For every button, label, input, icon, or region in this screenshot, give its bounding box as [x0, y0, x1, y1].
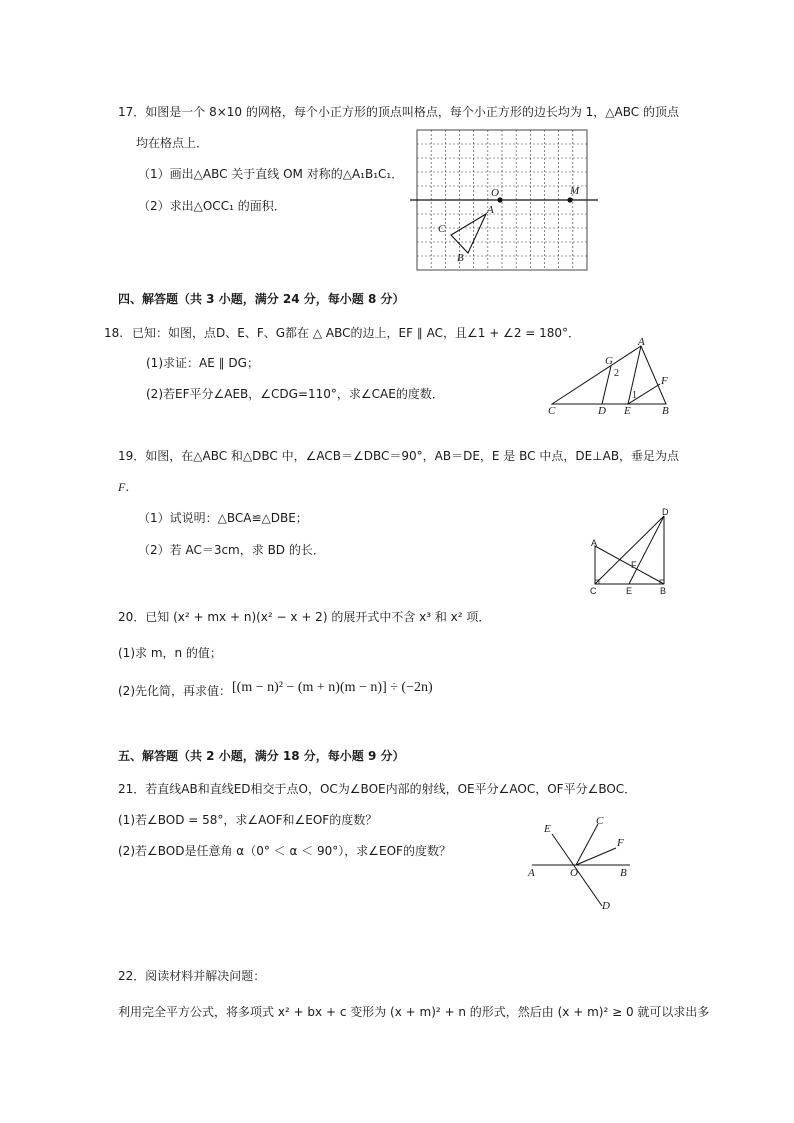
q21-part2: (2)若∠BOD是任意角 α（0° ＜ α ＜ 90°），求∠EOF的度数？	[118, 844, 451, 858]
label-f: F	[617, 837, 624, 849]
q18-line1: 已知：如图，点D、E、F、G都在 △ ABC的边上，EF ∥ AC，且∠1 + ∠2 = 180°．	[132, 326, 581, 340]
q17-line1: 17．如图是一个 8×10 的网格，每个小正方形的顶点叫格点，每个小正方形的边长均为 1，△ABC 的顶点	[118, 105, 679, 119]
q17-grid-figure	[410, 130, 600, 272]
label-a: A	[487, 204, 494, 216]
q19-line1: 19．如图，在△ABC 和△DBC 中，∠ACB＝∠DBC＝90°，AB＝DE，E 是 BC 中点，DE⊥AB，垂足为点	[118, 449, 680, 463]
q21-line1: 21．若直线AB和直线ED相交于点O，OC为∠BOE内部的射线，OE平分∠AOC，OF平分∠BOC．	[118, 782, 637, 796]
q20-part1: (1)求 m，n 的值；	[118, 646, 222, 660]
label-angle-2: 2	[614, 368, 619, 379]
q19-part1: （1）试说明：△BCA≌△DBE；	[138, 511, 308, 525]
label-o: O	[491, 187, 499, 199]
label-a: A	[528, 867, 535, 879]
q20-part2: (2)先化简，再求值：	[118, 684, 231, 698]
label-a: A	[591, 538, 598, 548]
q20-line1: 20．已知 (x² + mx + n)(x² − x + 2) 的展开式中不含 x³ 和 x² 项．	[118, 610, 491, 624]
q19-line2: F．	[118, 480, 138, 494]
section5-heading: 五、解答题（共 2 小题，满分 18 分，每小题 9 分）	[118, 749, 405, 763]
label-b: B	[662, 405, 669, 417]
label-b: B	[457, 252, 464, 264]
triangle-abc	[451, 214, 486, 253]
q17-line2: 均在格点上．	[136, 136, 209, 150]
label-e: E	[626, 586, 633, 596]
label-d: D	[598, 405, 606, 417]
label-d: D	[602, 900, 610, 912]
q22-line2: 利用完全平方公式，将多项式 x² + bx + c 变形为 (x + m)² + n 的形式，然后由 (x + m)² ≥ 0 就可以求出多	[118, 1005, 710, 1019]
label-d: D	[662, 507, 669, 517]
label-o: O	[570, 867, 578, 879]
q17-part1: （1）画出△ABC 关于直线 OM 对称的△A₁B₁C₁．	[138, 167, 404, 181]
label-g: G	[605, 355, 613, 367]
label-angle-1: 1	[632, 390, 637, 401]
q18-part1: (1)求证：AE ∥ DG；	[146, 356, 259, 370]
point-m	[567, 197, 572, 202]
label-c: C	[590, 586, 597, 596]
label-e: E	[624, 405, 631, 417]
label-c: C	[548, 405, 556, 417]
label-f: F	[631, 560, 637, 570]
q17-part2: （2）求出△OCC₁ 的面积．	[138, 199, 286, 213]
q20-expression: [(m − n)² − (m + n)(m − n)] ÷ (−2n)	[232, 680, 433, 695]
label-b: B	[620, 867, 627, 879]
label-e: E	[544, 823, 551, 835]
section4-heading: 四、解答题（共 3 小题，满分 24 分，每小题 8 分）	[118, 292, 405, 306]
label-c: C	[596, 815, 604, 827]
q21-angle-figure	[524, 814, 634, 912]
q19-part2: （2）若 AC＝3cm，求 BD 的长．	[138, 543, 325, 557]
label-f: F	[661, 375, 668, 387]
q21-part1: (1)若∠BOD = 58°，求∠AOF和∠EOF的度数？	[118, 813, 378, 827]
q22-line1: 22．阅读材料并解决问题：	[118, 969, 266, 983]
label-b: B	[660, 586, 667, 596]
q18-number: 18.	[104, 326, 124, 340]
label-m: M	[570, 185, 580, 197]
q18-triangle-figure	[548, 336, 678, 418]
label-c: C	[438, 223, 446, 235]
q19-figure	[586, 506, 676, 598]
label-a: A	[638, 336, 645, 348]
q18-part2: (2)若EF平分∠AEB，∠CDG=110°，求∠CAE的度数．	[146, 387, 444, 401]
